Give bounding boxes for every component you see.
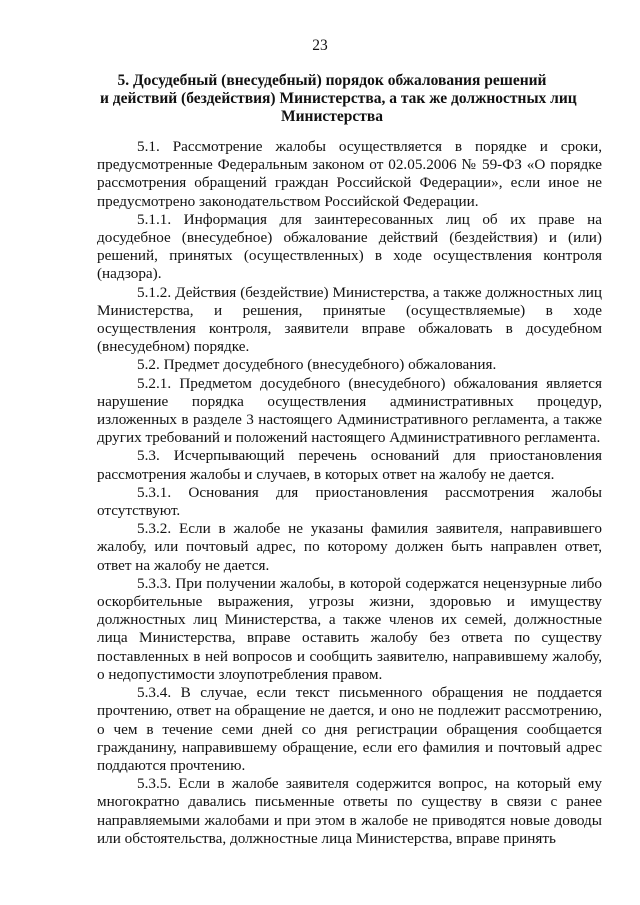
paragraph-5-3-1: 5.3.1. Основания для приостановления рассмотрения жалобы отсутствуют. (97, 483, 602, 520)
section-title-line: 5. Досудебный (внесудебный) порядок обжалования решений (117, 72, 547, 89)
paragraph-5-3: 5.3. Исчерпывающий перечень оснований для приостановления рассмотрения жалобы и случаев, в которых ответ на жалобу не дается. (97, 447, 602, 483)
paragraph-5-3-3: 5.3.3. При получении жалобы, в которой содержатся нецензурные либо оскорбительные выражения, угрозы жизни, здоровью и имуществу должностных лиц Министерства, а также членов их семей, должностные лица Министерства, вправе оставить жалобу без ответа по существу поставленных в ней вопросов и сообщить заявителю, направившему жалобу, о недопустимости злоупотребления правом. (97, 574, 602, 683)
section-title (100, 72, 577, 126)
document-body (97, 138, 602, 848)
paragraph-5-3-4: 5.3.4. В случае, если текст письменного обращения не поддается прочтению, ответ на обращение не дается, и оно не подлежит рассмотрению, о чем в течение семи дней со дня регистрации обращения сообщается гражданину, направившему обращение, если его фамилия и почтовый адрес поддаются прочтению. (97, 684, 602, 774)
paragraph-5-3-5: 5.3.5. Если в жалобе заявителя содержится вопрос, на который ему многократно давались письменные ответы по существу в связи с ранее направляемыми жалобами и при этом в жалобе не приводятся новые доводы или обстоятельства, должностные лица Министерства, вправе принять (97, 775, 602, 847)
paragraph-5-1-1: 5.1.1. Информация для заинтересованных лиц об их праве на досудебное (внесудебное) обжалование действий (бездействия) и (или) решений, принятых (осуществленных) в ходе осуществления контроля (надзора). (97, 210, 602, 283)
paragraph-5-3-2: 5.3.2. Если в жалобе не указаны фамилия заявителя, направившего жалобу, или почтовый адрес, по которому должен быть направлен ответ, ответ на жалобу не дается. (97, 520, 602, 574)
paragraph-5-2: 5.2. Предмет досудебного (внесудебного) обжалования. (137, 356, 497, 374)
section-title-line: Министерства (280, 108, 384, 125)
paragraph-5-1-2: 5.1.2. Действия (бездействие) Министерства, а также должностных лиц Министерства, и решения, принятые (осуществляемые) в ходе осуществления контроля, заявители вправе обжаловать в досудебном (внесудебном) порядке. (97, 283, 602, 356)
section-title-line: и действий (бездействия) Министерства, а так же должностных лиц (100, 90, 577, 107)
paragraph-5-1: 5.1. Рассмотрение жалобы осуществляется в порядке и сроки, предусмотренные Федеральным законом от 02.05.2006 № 59-ФЗ «О порядке рассмотрения обращений граждан Российской Федерации», если иное не предусмотрено законодательством Российской Федерации. (97, 138, 602, 210)
paragraph-5-2-1: 5.2.1. Предметом досудебного (внесудебного) обжалования является нарушение порядка осуществления административных процедур, изложенных в разделе 3 настоящего Административного регламента, а также других требований и положений настоящего Административного регламента. (97, 374, 602, 447)
page-number: 23 (312, 37, 328, 54)
